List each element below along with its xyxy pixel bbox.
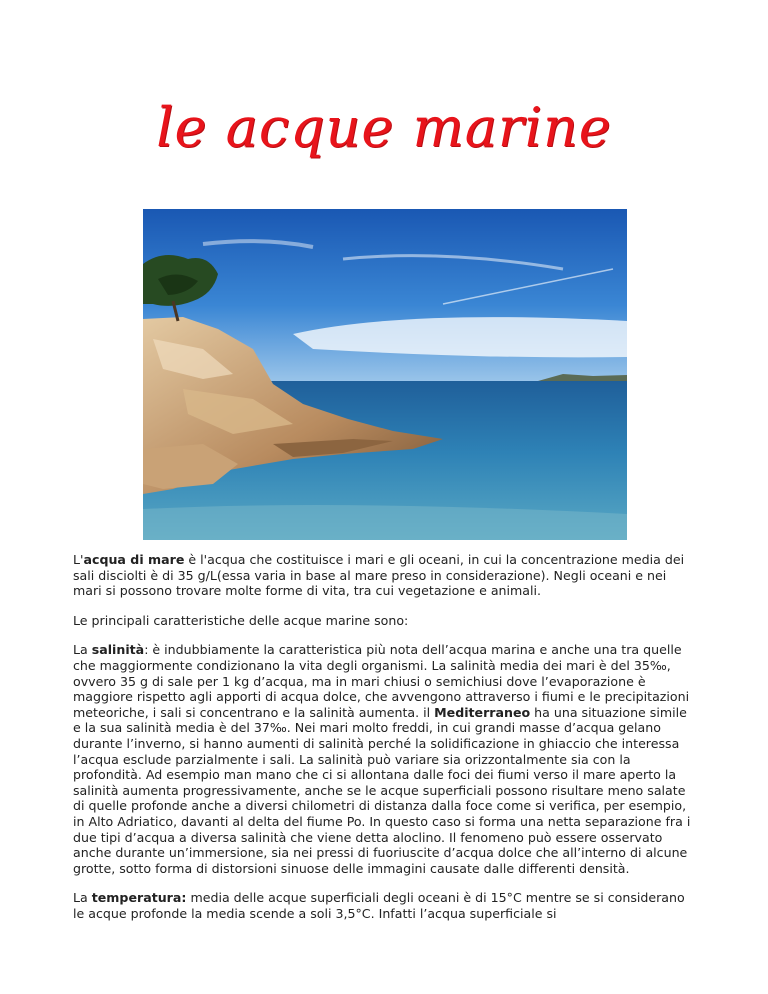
body-text (73, 552, 695, 935)
term-mediterraneo: Mediterraneo (434, 704, 531, 720)
page-title: le acque marine (156, 96, 612, 159)
paragraph-salinita: La salinità: è indubbiamente la caratteristica più nota dell’acqua marina e anche una tra quelle che maggiormente condizionano la vita degli organismi. La salinità media dei mari è del 35‰, ovvero 35 g di sale per 1 kg d’acqua, ma in mari chiusi o semichiusi dove l’evaporazione è maggiore rispetto agli apporti di acqua dolce, che avvengono attraverso i fiumi e le precipitazioni meteoriche, i sali si concentrano e la salinità aumenta. il Mediterraneo ha una situazione simile e la sua salinità media è del 37‰. Nei mari molto freddi, in cui grandi masse d’acqua gelano durante l’inverno, si hanno aumenti di salinità perché la solidificazione in ghiaccio che interessa l’acqua esclude parzialmente i sali. La salinità può variare sia orizzontalmente sia con la profondità. Ad esempio man mano che ci si allontana dalle foci dei fiumi verso il mare aperto la salinità aumenta progressivamente, anche se le acque superficiali possono risultare meno salate di quelle profonde anche a diversi chilometri di distanza dalla foce come si verifica, per esempio, in Alto Adriatico, davanti al delta del fiume Po. In questo caso si forma una netta separazione fra i due tipi d’acqua a diversa salinità che viene detta aloclino. Il fenomeno può essere osservato anche durante un’immersione, sia nei pressi di fuoriuscite d’acqua dolce che all’interno di alcune grotte, sotto forma di distorsioni sinuose delle immagini causate dalle differenti densità. (73, 642, 691, 876)
coast-photo (143, 209, 627, 540)
paragraph-intro: L'acqua di mare è l'acqua che costituisce i mari e gli oceani, in cui la concentrazione media dei sali disciolti è di 35 g/L(essa varia in base al mare preso in considerazione). Negli oceani e nei mari si possono trovare molte forme di vita, tra cui vegetazione e animali. (73, 552, 685, 599)
paragraph-temperatura: La temperatura: media delle acque superficiali degli oceani è di 15°C mentre se si considerano le acque profonde la media scende a soli 3,5°C. Infatti l’acqua superficiale si (73, 890, 685, 921)
paragraph-list-intro: Le principali caratteristiche delle acque marine sono: (73, 612, 409, 628)
term-acqua-di-mare: acqua di mare (83, 552, 185, 567)
term-salinita: salinità (91, 642, 145, 658)
term-temperatura: temperatura: (91, 890, 187, 906)
